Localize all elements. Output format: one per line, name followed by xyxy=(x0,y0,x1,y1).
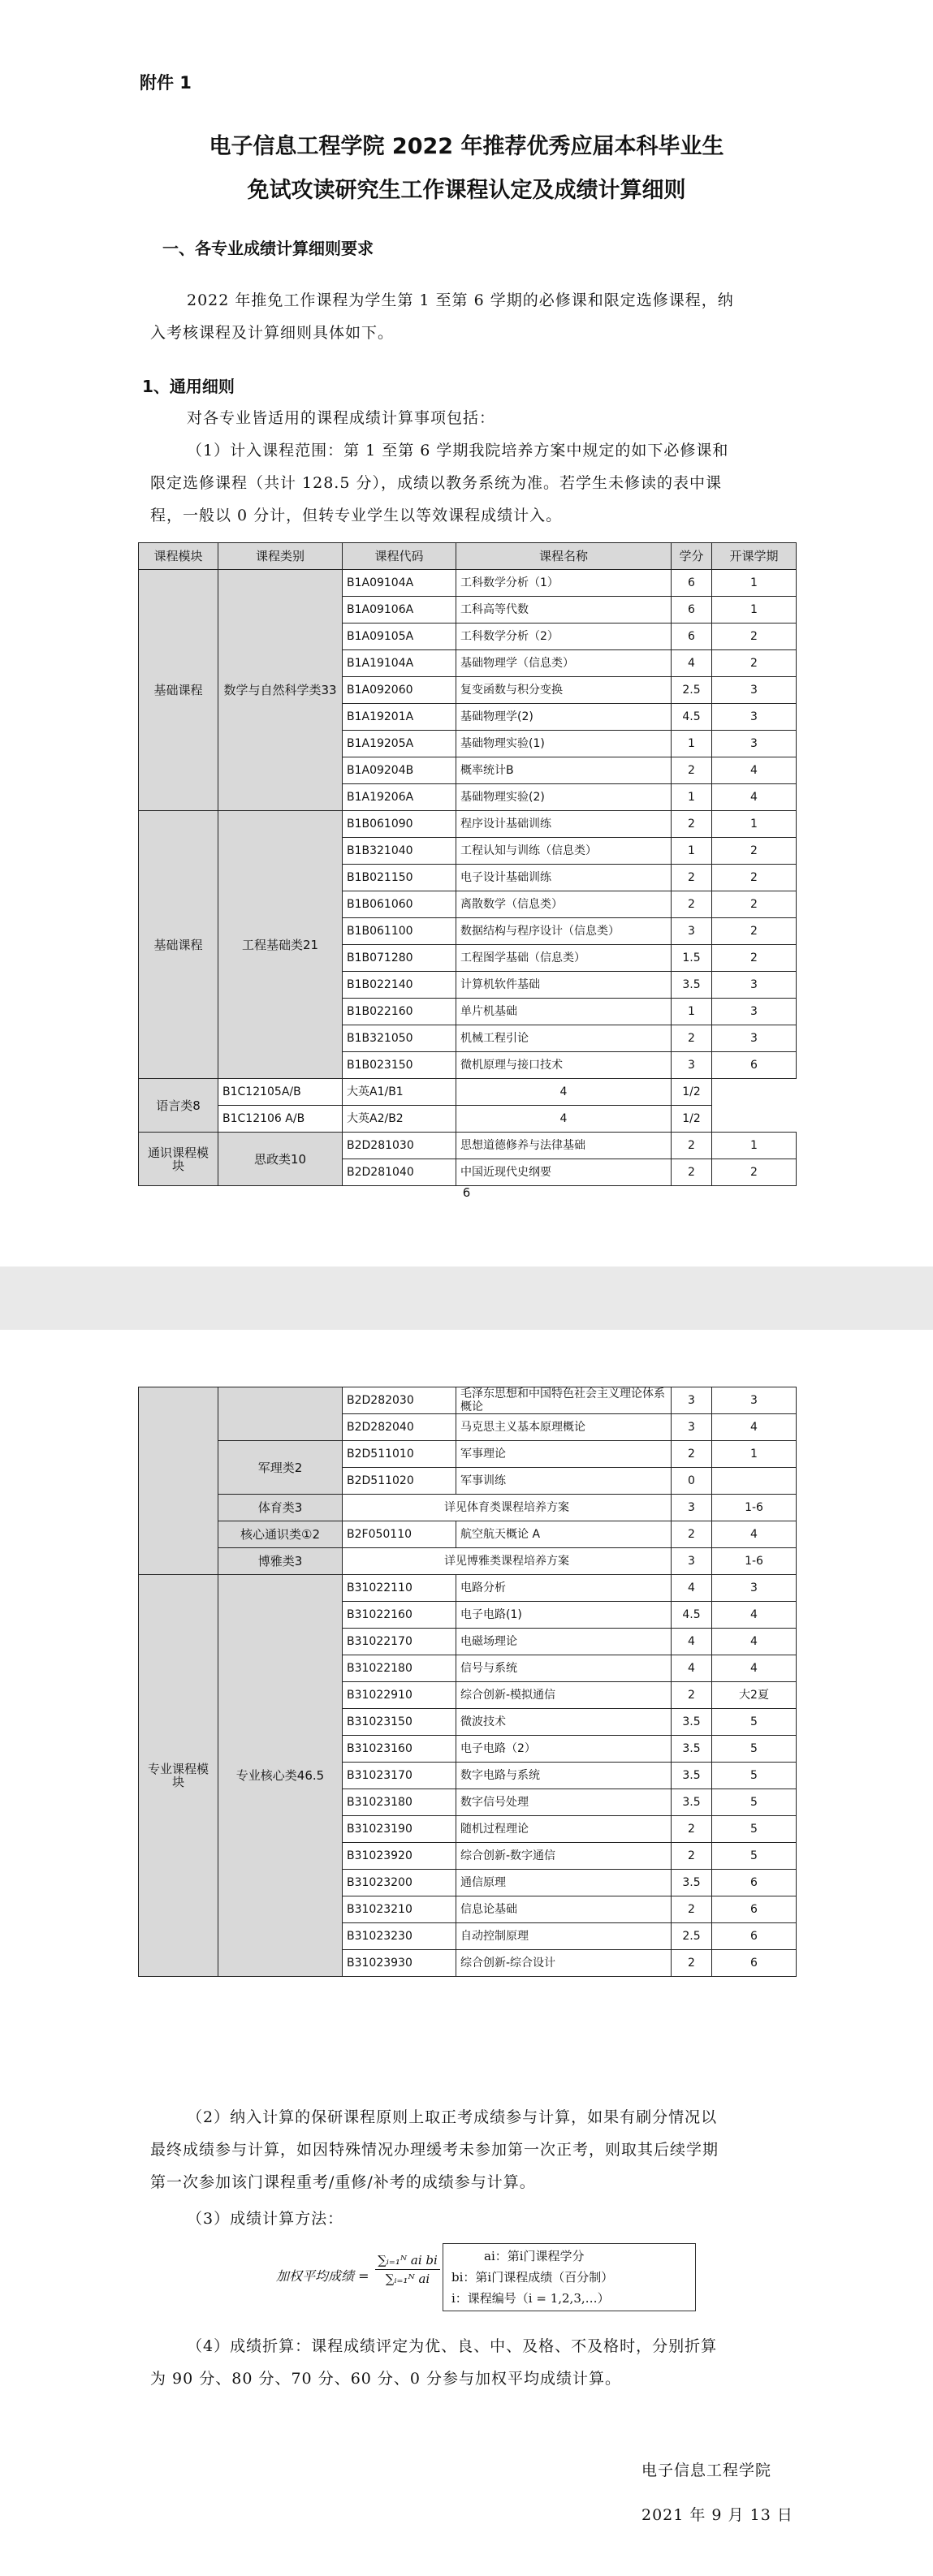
category-cell xyxy=(218,1387,343,1441)
course-code: B2D281030 xyxy=(343,1133,456,1159)
course-code: B1A19205A xyxy=(343,731,456,757)
course-name: 马克思主义基本原理概论 xyxy=(456,1414,672,1441)
course-name: 信息论基础 xyxy=(456,1896,672,1923)
legend-ai: ai：第i门课程学分 xyxy=(484,2249,585,2263)
course-name: 电子电路(1) xyxy=(456,1602,672,1629)
course-credit: 6 xyxy=(672,597,712,624)
course-term: 2 xyxy=(712,891,797,918)
category-cell: 工程基础类21 xyxy=(218,811,343,1079)
course-code: B1B023150 xyxy=(343,1052,456,1079)
course-credit: 2.5 xyxy=(672,1923,712,1950)
course-term: 3 xyxy=(712,972,797,999)
course-credit: 2 xyxy=(672,1159,712,1186)
course-name: 计算机软件基础 xyxy=(456,972,672,999)
category-cell: 博雅类3 xyxy=(218,1548,343,1575)
course-credit: 2 xyxy=(672,865,712,891)
course-term: 2 xyxy=(712,918,797,945)
rule2-line2: 最终成绩参与计算，如因特殊情况办理缓考未参加第一次正考，则取其后续学期 xyxy=(150,2141,719,2159)
course-code: B2D282030 xyxy=(343,1387,456,1414)
course-name: 军事训练 xyxy=(456,1468,672,1495)
course-table-part2 xyxy=(138,1387,797,1977)
course-credit: 2 xyxy=(672,1843,712,1870)
course-code: B2F050110 xyxy=(343,1521,456,1548)
table-row xyxy=(139,1495,797,1521)
course-term: 4 xyxy=(712,1602,797,1629)
general-intro: 对各专业皆适用的课程成绩计算事项包括： xyxy=(187,409,496,427)
rule4-line1: （4）成绩折算：课程成绩评定为优、良、中、及格、不及格时，分别折算 xyxy=(187,2337,718,2355)
course-code: B31023150 xyxy=(343,1709,456,1736)
course-credit: 2 xyxy=(672,1682,712,1709)
course-term: 4 xyxy=(712,1521,797,1548)
rule2-line3: 第一次参加该门课程重考/重修/补考的成绩参与计算。 xyxy=(150,2173,536,2191)
course-code: B2D511010 xyxy=(343,1441,456,1468)
course-code: B1B022140 xyxy=(343,972,456,999)
page-number: 6 xyxy=(462,1185,471,1200)
course-term: 2 xyxy=(712,945,797,972)
course-credit: 4.5 xyxy=(672,1602,712,1629)
course-name: 微波技术 xyxy=(456,1709,672,1736)
legend-bi: bi：第i门课程成绩（百分制） xyxy=(451,2270,614,2285)
course-term: 6 xyxy=(712,1923,797,1950)
rule2-line1: （2）纳入计算的保研课程原则上取正考成绩参与计算，如果有刷分情况以 xyxy=(187,2108,718,2126)
course-name: 程序设计基础训练 xyxy=(456,811,672,838)
course-code: B2D282040 xyxy=(343,1414,456,1441)
course-name: 基础物理实验(2) xyxy=(456,784,672,811)
course-credit: 2 xyxy=(672,1521,712,1548)
course-code: B31023160 xyxy=(343,1736,456,1763)
course-code: B1A19201A xyxy=(343,704,456,731)
module-cell: 基础课程 xyxy=(139,570,218,811)
rule3-heading: （3）成绩计算方法： xyxy=(187,2210,344,2228)
signature-org: 电子信息工程学院 xyxy=(641,2462,772,2479)
course-code: B1B021150 xyxy=(343,865,456,891)
course-credit: 2 xyxy=(672,1441,712,1468)
course-code: B31023230 xyxy=(343,1923,456,1950)
course-term: 5 xyxy=(712,1709,797,1736)
course-name: 离散数学（信息类） xyxy=(456,891,672,918)
course-code: B1B061060 xyxy=(343,891,456,918)
course-code: B2D281040 xyxy=(343,1159,456,1186)
course-credit: 3 xyxy=(672,1387,712,1414)
category-cell: 军理类2 xyxy=(218,1441,343,1495)
header-category: 课程类别 xyxy=(218,543,343,570)
course-term: 3 xyxy=(712,1025,797,1052)
formula-block xyxy=(276,2243,731,2316)
formula-fraction xyxy=(375,2253,440,2286)
course-term: 4 xyxy=(712,757,797,784)
course-name: 思想道德修养与法律基础 xyxy=(456,1133,672,1159)
rule1-line1: （1）计入课程范围：第 1 至第 6 学期我院培养方案中规定的如下必修课和 xyxy=(187,442,729,460)
course-credit: 2 xyxy=(672,1950,712,1977)
course-credit: 4.5 xyxy=(672,704,712,731)
course-credit: 3.5 xyxy=(672,1736,712,1763)
course-term: 6 xyxy=(712,1950,797,1977)
course-name: 综合创新-模拟通信 xyxy=(456,1682,672,1709)
course-credit: 2 xyxy=(672,757,712,784)
course-credit: 3 xyxy=(672,1495,712,1521)
course-credit: 2 xyxy=(672,891,712,918)
course-name: 电磁场理论 xyxy=(456,1629,672,1655)
intro-line-2: 入考核课程及计算细则具体如下。 xyxy=(150,324,395,342)
signature-date: 2021 年 9 月 13 日 xyxy=(641,2506,793,2524)
course-term: 1 xyxy=(712,811,797,838)
formula-numerator: ∑ᵢ₌₁ᴺ ai bi xyxy=(375,2253,440,2270)
course-credit: 4 xyxy=(456,1106,672,1133)
course-name: 基础物理学（信息类） xyxy=(456,650,672,677)
course-code: B1C12105A/B xyxy=(218,1079,343,1106)
course-term: 3 xyxy=(712,1575,797,1602)
course-credit: 1.5 xyxy=(672,945,712,972)
course-term: 2 xyxy=(712,1159,797,1186)
rule1-line3: 程，一般以 0 分计，但转专业学生以等效课程成绩计入。 xyxy=(150,507,563,524)
course-name: 微机原理与接口技术 xyxy=(456,1052,672,1079)
table-header-row xyxy=(139,543,797,570)
course-credit: 3.5 xyxy=(672,1789,712,1816)
course-credit: 3 xyxy=(672,1052,712,1079)
rule4-line2: 为 90 分、80 分、70 分、60 分、0 分参与加权平均成绩计算。 xyxy=(150,2370,622,2388)
category-cell: 核心通识类①2 xyxy=(218,1521,343,1548)
course-term: 5 xyxy=(712,1736,797,1763)
course-name: 自动控制原理 xyxy=(456,1923,672,1950)
course-code: B1B061090 xyxy=(343,811,456,838)
course-term: 2 xyxy=(712,838,797,865)
course-name: 信号与系统 xyxy=(456,1655,672,1682)
course-term: 5 xyxy=(712,1789,797,1816)
course-credit: 4 xyxy=(456,1079,672,1106)
course-code: B1B321050 xyxy=(343,1025,456,1052)
course-term: 1/2 xyxy=(672,1106,712,1133)
course-term: 5 xyxy=(712,1816,797,1843)
course-term: 1 xyxy=(712,1133,797,1159)
course-credit: 1 xyxy=(672,784,712,811)
general-heading: 1、通用细则 xyxy=(142,377,235,396)
table-row xyxy=(139,1441,797,1468)
course-credit: 3.5 xyxy=(672,1870,712,1896)
header-name: 课程名称 xyxy=(456,543,672,570)
course-code: B1A09105A xyxy=(343,624,456,650)
course-credit: 6 xyxy=(672,570,712,597)
course-credit: 3.5 xyxy=(672,972,712,999)
header-credit: 学分 xyxy=(672,543,712,570)
course-credit: 4 xyxy=(672,1575,712,1602)
course-code: B1A09204B xyxy=(343,757,456,784)
formula-legend xyxy=(443,2243,696,2311)
course-code: B31023930 xyxy=(343,1950,456,1977)
legend-i: i：课程编号（i = 1,2,3,…） xyxy=(451,2291,610,2306)
course-term: 3 xyxy=(712,1387,797,1414)
course-credit: 1 xyxy=(672,731,712,757)
course-code: B1A19104A xyxy=(343,650,456,677)
course-code: B31023200 xyxy=(343,1870,456,1896)
course-credit: 2 xyxy=(672,811,712,838)
table-row xyxy=(139,1387,797,1414)
course-term: 6 xyxy=(712,1052,797,1079)
table-row xyxy=(139,1106,797,1133)
course-term: 6 xyxy=(712,1896,797,1923)
course-credit: 4 xyxy=(672,1629,712,1655)
course-code: B31023210 xyxy=(343,1896,456,1923)
course-name: 随机过程理论 xyxy=(456,1816,672,1843)
course-credit: 1 xyxy=(672,838,712,865)
attachment-label: 附件 1 xyxy=(140,73,192,93)
course-name: 大英A1/B1 xyxy=(343,1079,456,1106)
course-term: 2 xyxy=(712,865,797,891)
course-code: B2D511020 xyxy=(343,1468,456,1495)
course-name: 基础物理实验(1) xyxy=(456,731,672,757)
course-credit: 6 xyxy=(672,624,712,650)
course-term: 6 xyxy=(712,1870,797,1896)
course-term: 3 xyxy=(712,999,797,1025)
document-title-line2: 免试攻读研究生工作课程认定及成绩计算细则 xyxy=(247,178,686,203)
formula-denominator: ∑ᵢ₌₁ᴺ ai xyxy=(385,2272,430,2286)
table-row xyxy=(139,1521,797,1548)
course-code: B31022160 xyxy=(343,1602,456,1629)
course-credit: 4 xyxy=(672,650,712,677)
course-code: B1B061100 xyxy=(343,918,456,945)
course-code: B1C12106 A/B xyxy=(218,1106,343,1133)
course-code: B1A092060 xyxy=(343,677,456,704)
category-cell: 思政类10 xyxy=(218,1133,343,1186)
course-credit: 2 xyxy=(672,1816,712,1843)
course-code: B31022910 xyxy=(343,1682,456,1709)
course-code: B31022170 xyxy=(343,1629,456,1655)
course-code: B31023180 xyxy=(343,1789,456,1816)
table-row xyxy=(139,1133,797,1159)
course-credit: 2 xyxy=(672,1133,712,1159)
course-term: 1-6 xyxy=(712,1495,797,1521)
course-term: 1 xyxy=(712,570,797,597)
course-term xyxy=(712,1468,797,1495)
course-code: B31023190 xyxy=(343,1816,456,1843)
intro-line-1: 2022 年推免工作课程为学生第 1 至第 6 学期的必修课和限定选修课程，纳 xyxy=(187,291,734,309)
header-module: 课程模块 xyxy=(139,543,218,570)
course-name: 复变函数与积分变换 xyxy=(456,677,672,704)
course-code: B31022180 xyxy=(343,1655,456,1682)
course-code: B1B022160 xyxy=(343,999,456,1025)
course-name: 综合创新-综合设计 xyxy=(456,1950,672,1977)
course-credit: 3.5 xyxy=(672,1709,712,1736)
course-term: 4 xyxy=(712,1655,797,1682)
course-note: 详见体育类课程培养方案 xyxy=(343,1495,672,1521)
module-cell: 专业课程模块 xyxy=(139,1575,218,1977)
course-credit: 3.5 xyxy=(672,1763,712,1789)
course-name: 基础物理学(2) xyxy=(456,704,672,731)
table-row xyxy=(139,1575,797,1602)
course-name: 毛泽东思想和中国特色社会主义理论体系概论 xyxy=(456,1387,672,1414)
category-cell: 语言类8 xyxy=(139,1079,218,1133)
course-term: 大2夏 xyxy=(712,1682,797,1709)
course-code: B31022110 xyxy=(343,1575,456,1602)
header-term: 开课学期 xyxy=(712,543,797,570)
module-cell: 通识课程模块 xyxy=(139,1133,218,1186)
course-name: 中国近现代史纲要 xyxy=(456,1159,672,1186)
course-code: B31023170 xyxy=(343,1763,456,1789)
course-term: 4 xyxy=(712,1629,797,1655)
table-row xyxy=(139,570,797,597)
course-name: 概率统计B xyxy=(456,757,672,784)
course-code: B31023920 xyxy=(343,1843,456,1870)
course-term: 2 xyxy=(712,624,797,650)
course-term: 4 xyxy=(712,784,797,811)
course-name: 工科数学分析（1） xyxy=(456,570,672,597)
course-name: 数字信号处理 xyxy=(456,1789,672,1816)
course-name: 航空航天概论 A xyxy=(456,1521,672,1548)
course-term: 5 xyxy=(712,1843,797,1870)
course-name: 电路分析 xyxy=(456,1575,672,1602)
course-credit: 3 xyxy=(672,1548,712,1575)
module-cell xyxy=(139,1387,218,1575)
course-name: 大英A2/B2 xyxy=(343,1106,456,1133)
course-term: 1-6 xyxy=(712,1548,797,1575)
rule1-line2: 限定选修课程（共计 128.5 分），成绩以教务系统为准。若学生未修读的表中课 xyxy=(150,474,722,492)
course-term: 4 xyxy=(712,1414,797,1441)
course-term: 3 xyxy=(712,677,797,704)
course-name: 电子电路（2） xyxy=(456,1736,672,1763)
course-name: 工科高等代数 xyxy=(456,597,672,624)
course-credit: 1 xyxy=(672,999,712,1025)
section-heading: 一、各专业成绩计算细则要求 xyxy=(162,239,374,258)
formula-lhs: 加权平均成绩 = xyxy=(276,2268,369,2284)
course-credit: 3 xyxy=(672,1414,712,1441)
course-code: B1A09104A xyxy=(343,570,456,597)
course-note: 详见博雅类课程培养方案 xyxy=(343,1548,672,1575)
table-row xyxy=(139,811,797,838)
table-row xyxy=(139,1079,797,1106)
course-credit: 3 xyxy=(672,918,712,945)
course-name: 数据结构与程序设计（信息类） xyxy=(456,918,672,945)
course-term: 3 xyxy=(712,704,797,731)
document-title-line1: 电子信息工程学院 2022 年推荐优秀应届本科毕业生 xyxy=(209,134,724,159)
course-code: B1B321040 xyxy=(343,838,456,865)
course-term: 1 xyxy=(712,597,797,624)
document-page-1 xyxy=(0,0,933,1266)
course-name: 单片机基础 xyxy=(456,999,672,1025)
course-name: 数字电路与系统 xyxy=(456,1763,672,1789)
course-term: 1/2 xyxy=(672,1079,712,1106)
course-name: 电子设计基础训练 xyxy=(456,865,672,891)
course-credit: 0 xyxy=(672,1468,712,1495)
course-code: B1A19206A xyxy=(343,784,456,811)
category-cell: 体育类3 xyxy=(218,1495,343,1521)
course-code: B1B071280 xyxy=(343,945,456,972)
course-credit: 2 xyxy=(672,1896,712,1923)
course-credit: 2 xyxy=(672,1025,712,1052)
module-cell: 基础课程 xyxy=(139,811,218,1079)
course-name: 工程图学基础（信息类） xyxy=(456,945,672,972)
course-credit: 4 xyxy=(672,1655,712,1682)
category-cell: 专业核心类46.5 xyxy=(218,1575,343,1977)
course-name: 工科数学分析（2） xyxy=(456,624,672,650)
course-term: 1 xyxy=(712,1441,797,1468)
course-term: 5 xyxy=(712,1763,797,1789)
document-page-2 xyxy=(0,1330,933,2576)
course-name: 工程认知与训练（信息类） xyxy=(456,838,672,865)
course-term: 3 xyxy=(712,731,797,757)
course-credit: 2.5 xyxy=(672,677,712,704)
table-row xyxy=(139,1548,797,1575)
course-table-part1 xyxy=(138,542,797,1186)
course-code: B1A09106A xyxy=(343,597,456,624)
category-cell: 数学与自然科学类33 xyxy=(218,570,343,811)
course-name: 机械工程引论 xyxy=(456,1025,672,1052)
course-name: 军事理论 xyxy=(456,1441,672,1468)
header-code: 课程代码 xyxy=(343,543,456,570)
course-term: 2 xyxy=(712,650,797,677)
course-name: 通信原理 xyxy=(456,1870,672,1896)
course-name: 综合创新-数字通信 xyxy=(456,1843,672,1870)
